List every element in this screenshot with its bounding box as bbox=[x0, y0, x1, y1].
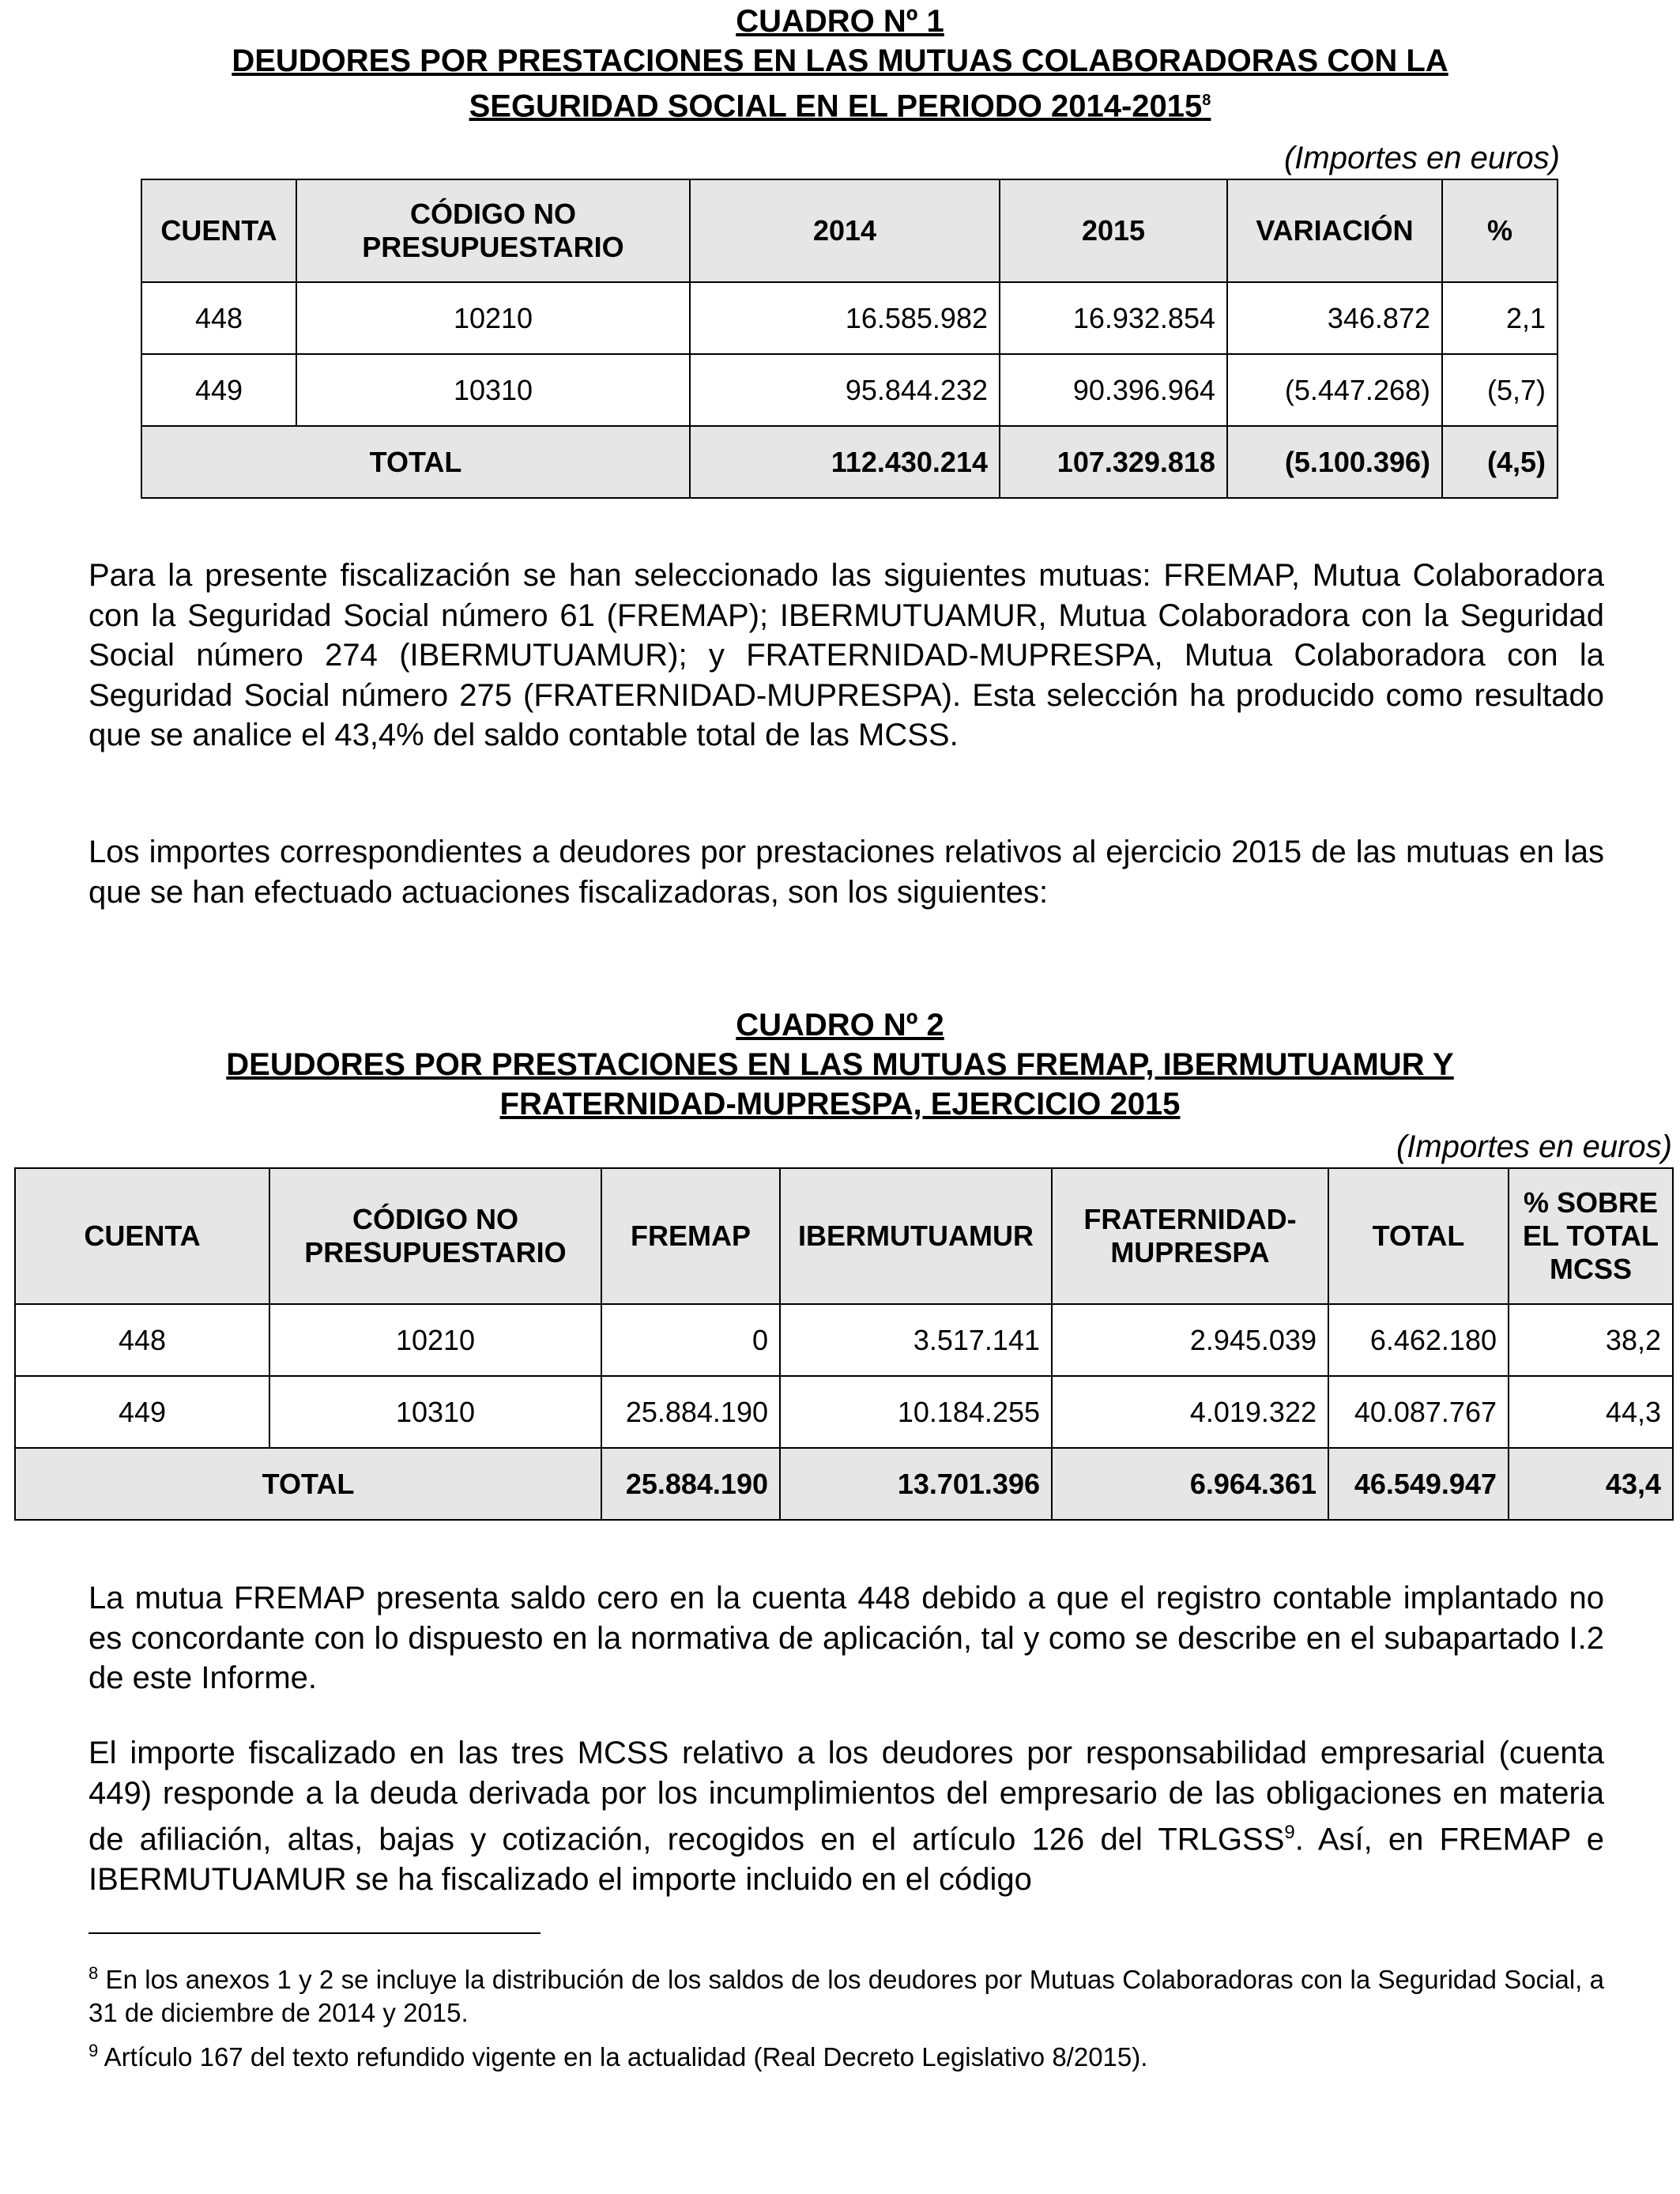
footnote-divider bbox=[89, 1932, 541, 1934]
table-cell: 38,2 bbox=[1509, 1304, 1673, 1376]
table-cell: 40.087.767 bbox=[1328, 1376, 1509, 1448]
col-header-percent: % bbox=[1442, 179, 1558, 282]
table-cell: 6.964.361 bbox=[1052, 1448, 1328, 1520]
table-cell: 10310 bbox=[296, 354, 690, 426]
table-cell: 6.462.180 bbox=[1328, 1304, 1509, 1376]
table-row bbox=[15, 1304, 1673, 1376]
paragraph-text: El importe fiscalizado en las tres MCSS relativo a los deudores por responsabilidad empresarial (cuenta 449) responde a la deuda derivada por los incumplimientos del empresario de las obligaciones en materia de afiliación, altas, bajas y cotización, recogidos en el artículo 126 del TRLGSS bbox=[89, 1736, 1604, 1857]
table-cell: 449 bbox=[141, 354, 296, 426]
table-cell: 44,3 bbox=[1509, 1376, 1673, 1448]
table-cell: (5,7) bbox=[1442, 354, 1558, 426]
cuadro1-total-row bbox=[141, 426, 1558, 498]
table-cell: (5.100.396) bbox=[1227, 426, 1442, 498]
table-cell: 25.884.190 bbox=[601, 1448, 780, 1520]
footnote-8 bbox=[89, 1957, 1604, 2030]
col-header-2015: 2015 bbox=[1000, 179, 1227, 282]
footnote-9 bbox=[89, 2034, 1604, 2074]
table-cell: 10210 bbox=[296, 282, 690, 354]
table-cell: 448 bbox=[141, 282, 296, 354]
footnote-ref-9: 9 bbox=[1284, 1822, 1295, 1843]
col-header-codigo: CÓDIGO NO PRESUPUESTARIO bbox=[296, 179, 690, 282]
table-cell: 0 bbox=[601, 1304, 780, 1376]
cuadro1-table bbox=[141, 179, 1558, 499]
cuadro2-units: (Importes en euros) bbox=[1396, 1129, 1672, 1164]
cuadro1-units: (Importes en euros) bbox=[1283, 141, 1560, 175]
table-cell: 16.585.982 bbox=[690, 282, 1000, 354]
col-header-variacion: VARIACIÓN bbox=[1227, 179, 1442, 282]
table-cell: 346.872 bbox=[1227, 282, 1442, 354]
footnote-text: En los anexos 1 y 2 se incluye la distribución de los saldos de los deudores por Mutuas Colaboradoras con la Seguridad Social, a 31 de diciembre de 2014 y 2015. bbox=[89, 1965, 1604, 2027]
cuadro2-total-row bbox=[15, 1448, 1673, 1520]
cuadro2-header-row bbox=[15, 1168, 1673, 1304]
table-cell: 448 bbox=[15, 1304, 269, 1376]
cuadro2-subtitle-line1: DEUDORES POR PRESTACIONES EN LAS MUTUAS FREMAP, IBERMUTUAMUR Y bbox=[226, 1047, 1454, 1082]
cuadro1-subtitle-line2 bbox=[0, 81, 1680, 126]
col-header-cuenta: CUENTA bbox=[141, 179, 296, 282]
col-header-fremap: FREMAP bbox=[601, 1168, 780, 1304]
col-header-codigo: CÓDIGO NO PRESUPUESTARIO bbox=[269, 1168, 601, 1304]
table-cell: 25.884.190 bbox=[601, 1376, 780, 1448]
table-cell: (4,5) bbox=[1442, 426, 1558, 498]
table-cell: 10310 bbox=[269, 1376, 601, 1448]
table-cell: 16.932.854 bbox=[1000, 282, 1227, 354]
table-row bbox=[141, 282, 1558, 354]
table-cell: 3.517.141 bbox=[780, 1304, 1052, 1376]
table-cell: 2.945.039 bbox=[1052, 1304, 1328, 1376]
cuadro1-subtitle-text: SEGURIDAD SOCIAL EN EL PERIODO 2014-2015 bbox=[469, 89, 1203, 124]
paragraph-importe-fiscalizado bbox=[89, 1733, 1604, 1899]
table-cell: 95.844.232 bbox=[690, 354, 1000, 426]
footnote-ref-8: 8 bbox=[1202, 92, 1211, 109]
col-header-ibermutuamur: IBERMUTUAMUR bbox=[780, 1168, 1052, 1304]
total-label: TOTAL bbox=[141, 426, 690, 498]
table-cell: 43,4 bbox=[1509, 1448, 1673, 1520]
paragraph-fremap-saldo: La mutua FREMAP presenta saldo cero en la cuenta 448 debido a que el registro contable implantado no es concordante con lo dispuesto en la normativa de aplicación, tal y como se describe en el subapartado I.2 de este Informe. bbox=[89, 1581, 1604, 1695]
col-header-cuenta: CUENTA bbox=[15, 1168, 269, 1304]
table-cell: 4.019.322 bbox=[1052, 1376, 1328, 1448]
col-header-2014: 2014 bbox=[690, 179, 1000, 282]
table-row bbox=[15, 1376, 1673, 1448]
table-cell: (5.447.268) bbox=[1227, 354, 1442, 426]
total-label: TOTAL bbox=[15, 1448, 601, 1520]
paragraph-selection: Para la presente fiscalización se han seleccionado las siguientes mutuas: FREMAP, Mutua Colaboradora con la Seguridad Social número 61 (FREMAP); IBERMUTUAMUR, Mutua Colaboradora con la Seguridad Social número 274 (IBERMUTUAMUR); y FRATERNIDAD-MUPRESPA, Mutua Colaboradora con la Seguridad Social número 275 (FRATERNIDAD-MUPRESPA). Esta selección ha producido como resultado que se analice el 43,4% del saldo contable total de las MCSS. bbox=[89, 558, 1604, 752]
table-cell: 10.184.255 bbox=[780, 1376, 1052, 1448]
cuadro1-subtitle-line1: DEUDORES POR PRESTACIONES EN LAS MUTUAS COLABORADORAS CON LA bbox=[232, 43, 1448, 78]
table-cell: 2,1 bbox=[1442, 282, 1558, 354]
col-header-fraternidad: FRATERNIDAD-MUPRESPA bbox=[1052, 1168, 1328, 1304]
footnote-text: Artículo 167 del texto refundido vigente en la actualidad (Real Decreto Legislativo 8/2015). bbox=[98, 2042, 1148, 2071]
col-header-total: TOTAL bbox=[1328, 1168, 1509, 1304]
cuadro2-subtitle-line2: FRATERNIDAD-MUPRESPA, EJERCICIO 2015 bbox=[499, 1087, 1181, 1122]
paragraph-importes: Los importes correspondientes a deudores por prestaciones relativos al ejercicio 2015 de las mutuas en las que se han efectuado actuaciones fiscalizadoras, son los siguientes: bbox=[89, 835, 1604, 910]
cuadro1-title: CUADRO Nº 1 bbox=[736, 4, 944, 39]
paragraph-text: . Así, en FREMAP e IBERMUTUAMUR se ha fiscalizado el importe incluido en el código bbox=[89, 1822, 1604, 1897]
footnote-number: 8 bbox=[89, 1963, 99, 1983]
footnote-number: 9 bbox=[89, 2041, 99, 2060]
table-cell: 46.549.947 bbox=[1328, 1448, 1509, 1520]
table-cell: 90.396.964 bbox=[1000, 354, 1227, 426]
col-header-percent-total: % SOBRE EL TOTAL MCSS bbox=[1509, 1168, 1673, 1304]
cuadro2-title: CUADRO Nº 2 bbox=[736, 1008, 944, 1042]
table-row bbox=[141, 354, 1558, 426]
table-cell: 449 bbox=[15, 1376, 269, 1448]
cuadro1-header-row bbox=[141, 179, 1558, 282]
table-cell: 112.430.214 bbox=[690, 426, 1000, 498]
table-cell: 13.701.396 bbox=[780, 1448, 1052, 1520]
table-cell: 107.329.818 bbox=[1000, 426, 1227, 498]
cuadro2-table bbox=[14, 1167, 1674, 1521]
table-cell: 10210 bbox=[269, 1304, 601, 1376]
